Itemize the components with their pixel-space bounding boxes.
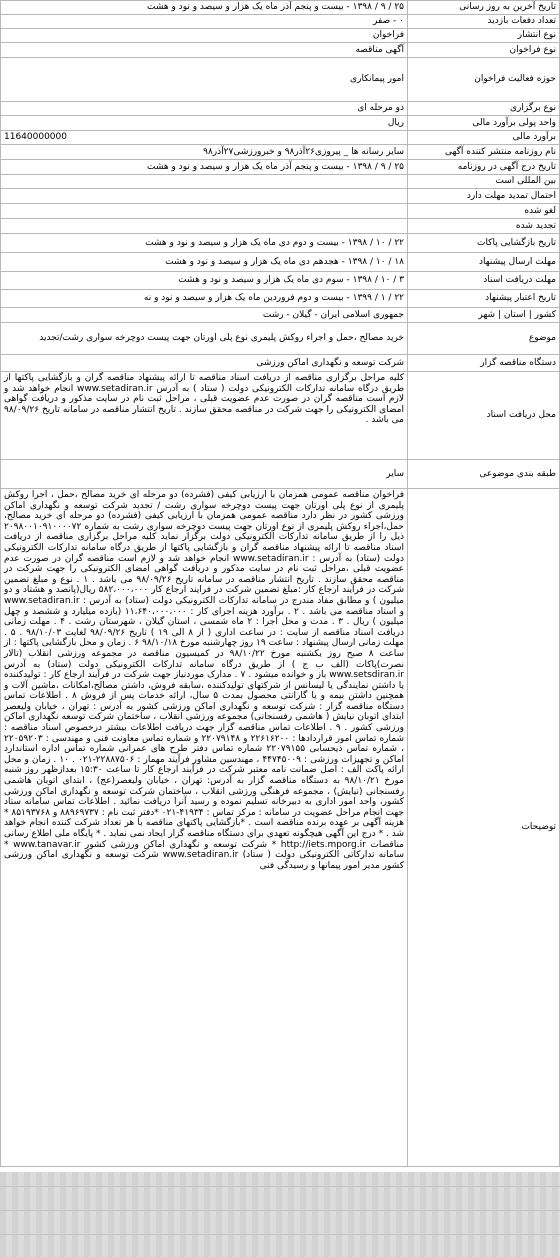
page-footer-band [0, 1172, 560, 1257]
field-label: نوع فراخوان [408, 43, 560, 58]
field-label: تجدید شده [408, 219, 560, 234]
table-row [1, 372, 560, 460]
table-row [1, 175, 560, 189]
field-label: حوزه فعالیت فراخوان [408, 58, 560, 102]
field-value [1, 175, 408, 189]
doc-place-value: کلیه مراحل برگزاری مناقصه از دریافت اسناد مناقصه تا ارائه پیشنهاد مناقصه گران و بازگشایی پاکتها از طریق درگاه سامانه تدارکات الکترونیکی دولت ( ستاد ) به آدرس www.setadiran.ir انجام خواهد شد و لازم است مناقصه گران در صورت عدم عضویت قبلی ، مراحل ثبت نام در سایت مذکور و دریافت گواهی امضای الکترونیکی را جهت شرکت در مناقصه محقق سازند . تاریخ انتشار مناقصه در سامانه تاریخ ۹۸/۰۹/۲۶ می باشد . [1, 372, 408, 460]
table-row [1, 308, 560, 323]
field-label: احتمال تمدید مهلت دارد [408, 189, 560, 204]
field-label: برآورد مالی [408, 131, 560, 145]
description-label: توضیحات [408, 489, 560, 1167]
field-value: ۲۲ / ۱۰ / ۱۳۹۸ - بیست و دوم دی ماه یک هزار و سیصد و نود و هشت [1, 234, 408, 253]
field-value [1, 189, 408, 204]
field-value: ۲۲ / ۱ / ۱۳۹۹ - بیست و دوم فروردین ماه یک هزار و سیصد و نود و نه [1, 290, 408, 308]
divider [0, 1186, 560, 1187]
field-value: 11640000000 [1, 131, 408, 145]
subject-label: موضوع [408, 323, 560, 355]
field-value [1, 204, 408, 219]
subject-value: خرید مصالح ،حمل و اجراء روکش پلیمری نوع پلی اورتان جهت پیست دوچرخه سواری رشت/تجدید [1, 323, 408, 355]
field-value: دو مرحله ای [1, 102, 408, 116]
field-value: ۱۸ / ۱۰ / ۱۳۹۸ - هجدهم دی ماه یک هزار و سیصد و نود و هشت [1, 253, 408, 272]
field-label: مهلت ارسال پیشنهاد [408, 253, 560, 272]
field-value: امور پیمانکاری [1, 58, 408, 102]
description-value: فراخوان مناقصه عمومی همزمان با ارزیابی کیفی (فشرده) دو مرحله ای خرید مصالح ،حمل ، اجرا روکش پلیمری از نوع پلی اورتان جهت پیست دوچرخه سواری رشت / تجدید شرکت توسعه و نگهداری اماکن ورزشی کشور در نظر دارد مناقصه عمومی همزمان با ارزیابی کیفی (فشرده) دو مرحله ای خرید مصالح، حمل،اجراء روکش پلیمری از نوع اورتان جهت پیست دوچرخه سواری رشت به شماره ۲۰۹۸۰۰۱۰۹۱۰۰۰۰۷۲ ذیل را از طریق سامانه تدارکات الکترونیکی دولت برگزار نماید کلیه مراحل برگزاری مناقصه از دریافت اسناد مناقصه تا ارائه پیشنهاد مناقصه گران و بازگشایی پاکتها از طریق درگاه سامانه تدارکات الکترونیکی دولت (ستاد) به آدرس : www.setadiran.ir انجام خواهد شد و لازم است مناقصه گران در صورت عدم عضویت قبلی ،مراحل ثبت نام در سایت مذکور و دریافت گواهی امضای الکترونیکی را جهت شرکت در مناقصه محقق سازند . تاریخ انتشار مناقصه در سامانه تاریخ ۹۸/۰۹/۲۶ می باشد . ۱ . نوع و مبلغ تضمین شرکت در فرایند ارجاع کار :مبلغ تضمین شرکت در فرایند ارجاع کار ۵۸۲،۰۰۰،۰۰۰ ریال(پانصد و هشتاد و دو میلیون ) و مطابق مفاد مندرج در سامانه تدارکات الکترونیکی دولت (ستاد) به آدرس : www.setadiran.ir و اسناد مناقصه می باشد . ۲ . برآورد هزینه اجرای کار : ۱۱،۶۴۰،۰۰۰،۰۰۰ (یازده میلیارد و ششصد و چهل میلیون ) ریال . ۳ . مدت و محل اجرا : ۲ ماه شمسی ، استان گیلان ، شهرستان رشت . ۴ . مهلت زمانی دریافت اسناد مناقصه از سایت : در ساعت اداری ( از ۸ الی ۱۹ ) تاریخ ۹۸/۰۹/۲۶ لغایت ۹۸/۱۰/۰۳ . ۵ . مهلت زمانی ارسال پیشنهاد : ساعت ۱۹ روز چهارشنبه مورخ ۹۸/۱۰/۱۸ ۶ . زمان و محل بازگشایی پاکتها : از ساعت ۸ صبح روز یکشنبه مورخ ۹۸/۱۰/۲۲ در کمیسیون مناقصه در مجموعه ورزشی انقلاب (تالار نصرت)پاکات (الف ب ج ) از طریق درگاه سامانه تدارکات الکترونیکی دولت (ستاد) به آدرس www.setsdiran.ir باز و خوانده میشود . ۷ . مدارک موردنیاز جهت شرکت در فرآیند ارجاع کار : تولیدکننده یا داشتن نمایندگی یا لیسانس از شرکتهای تولیدکننده ،سابقه فروش، داشتن مصالح،امکانات ،ماشین آلات و همچنین داشتن بیمه و یا گارانتی محصول بمدت ۵ سال، ارائه خدمات پس از فروش ۸ . اطلاعات تماس دستگاه مناقصه گزار : شرکت توسعه و نگهداری اماکن ورزشی کشور به آدرس : تهران ، خیابان ولیعصر ابتدای اتوبان نیایش ( هاشمی رفسنجانی) مجموعه ورزشی انقلاب ، ساختمان شرکت توسعه نگهداری اماکن ورزشی کشور . ۹ . اطلاعات تماس مناقصه گزار جهت دریافت اطلاعات بیشتر درخصوص اسناد مناقصه : شماره تماس امور قراردادها : ۲۲۶۱۶۲۰۰ و ۲۲۰۷۹۱۴۸ و شماره تماس معاونت فنی و مهندسی : ۲۲۰۵۹۲۰۳ ، شماره تماس ذیحسابی ۲۲۰۷۹۱۵۵ شماره تماس دفتر طرح های عمرانی شماره تماس اداره استاندارد اماکن و تجهیزات ورزشی : ۴۴۷۴۵۰۰۹ ، مهندسین مشاور فرآیند مهمار : ۲۲۸۸۷۵۰۶-۰۲۱ . ۱۰ . زمان و محل ارائه پاکت الف : اصل ضمانت نامه معتبر شرکت در فرآیند ارجاع کار تا ساعت ۱۵:۳۰ بعدازظهر روز شنبه مورخ ۹۸/۱۰/۲۱ به دستگاه مناقصه گزار به آدرس: تهران ، خیابان ولیعصر(عج) ، ابتدای اتوبان هاشمی رفسنجانی (نیایش) ، مجموعه فرهنگی ورزشی انقلاب ، ساختمان شرکت توسعه و نگهداری اماکن ورزشی کشور، واحد امور اداری به دبیرخانه تسلیم نموده و رسید آنرا دریافت نمائید . اطلاعات تماس سامانه ستاد جهت انجام مراحل عضویت در سامانه : مرکز تماس : ۴۱۹۳۴-۰۲۱ *دفتر ثبت نام : ۸۸۹۶۹۷۳۷ و ۸۵۱۹۳۷۶۸ * هزینه آگهی بر عهده برنده مناقصه است . *بازگشایی پاکتهای مناقصه با هر تعداد شرکت کننده انجام خواهد شد . * درج این آگهی هیچگونه تعهدی برای دستگاه مناقصه گزار ایجاد نمی نماید . * پایگاه ملی اطلاع رسانی مناقصات http://iets.mporg.ir * شرکت توسعه و نگهداری اماکن ورزشی کشور www.tanavar.ir * سامانه تدارکاتی الکترونیکی دولت ( ستاد) www.setadiran.ir شرکت توسعه و نگهداری اماکن ورزشی کشور مدیر امور پیمانها و رسیدگی فنی [1, 489, 408, 1167]
divider [0, 1210, 560, 1211]
table-row [1, 204, 560, 219]
category-value: سایر [1, 460, 408, 489]
location-label: کشور | استان | شهر [408, 308, 560, 323]
field-value: فراخوان [1, 29, 408, 43]
table-row [1, 323, 560, 355]
table-row [1, 58, 560, 102]
field-value: سایر رسانه ها _ پیروزی۲۶آذر۹۸ و خبرورزشی۲۷آذر۹۸ [1, 145, 408, 160]
divider [0, 1234, 560, 1235]
table-row [1, 460, 560, 489]
table-row [1, 355, 560, 372]
table-row [1, 290, 560, 308]
table-row [1, 489, 560, 1167]
table-row [1, 234, 560, 253]
table-row [1, 43, 560, 58]
location-value: جمهوری اسلامی ایران - گیلان - رشت [1, 308, 408, 323]
table-row [1, 145, 560, 160]
field-label: تاریخ بازگشایی پاکات [408, 234, 560, 253]
field-value [1, 219, 408, 234]
field-value: ۲۵ / ۹ / ۱۳۹۸ - بیست و پنجم آذر ماه یک هزار و سیصد و نود و هشت [1, 160, 408, 175]
table-row [1, 272, 560, 290]
table-row [1, 189, 560, 204]
field-label: تاریخ درج آگهی در روزنامه [408, 160, 560, 175]
table-row [1, 219, 560, 234]
doc-place-label: محل دریافت اسناد [408, 372, 560, 460]
organizer-value: شرکت توسعه و نگهداری اماکن ورزشی [1, 355, 408, 372]
table-row [1, 131, 560, 145]
table-row [1, 253, 560, 272]
table-row [1, 29, 560, 43]
table-row [1, 15, 560, 29]
field-label: لغو شده [408, 204, 560, 219]
field-label: بین المللی است [408, 175, 560, 189]
field-label: نام روزنامه منتشر کننده آگهی [408, 145, 560, 160]
table-row [1, 102, 560, 116]
field-label: نوع برگزاری [408, 102, 560, 116]
field-label: نوع انتشار [408, 29, 560, 43]
category-label: طبقه بندی موضوعی [408, 460, 560, 489]
field-value: ۰ - صفر [1, 15, 408, 29]
field-label: مهلت دریافت اسناد [408, 272, 560, 290]
field-label: تاریخ اعتبار پیشنهاد [408, 290, 560, 308]
field-value: آگهی مناقصه [1, 43, 408, 58]
table-row [1, 1, 560, 15]
field-label: واحد پولی برآورد مالی [408, 116, 560, 131]
field-value: ۲۵ / ۹ / ۱۳۹۸ - بیست و پنجم آذر ماه یک هزار و سیصد و نود و هشت [1, 1, 408, 15]
organizer-label: دستگاه مناقصه گزار [408, 355, 560, 372]
field-label: تاریخ آخرین به روز رسانی [408, 1, 560, 15]
table-row [1, 116, 560, 131]
field-label: تعداد دفعات بازدید [408, 15, 560, 29]
field-value: ریال [1, 116, 408, 131]
table-row [1, 160, 560, 175]
field-value: ۳ / ۱۰ / ۱۳۹۸ - سوم دی ماه یک هزار و سیصد و نود و هشت [1, 272, 408, 290]
